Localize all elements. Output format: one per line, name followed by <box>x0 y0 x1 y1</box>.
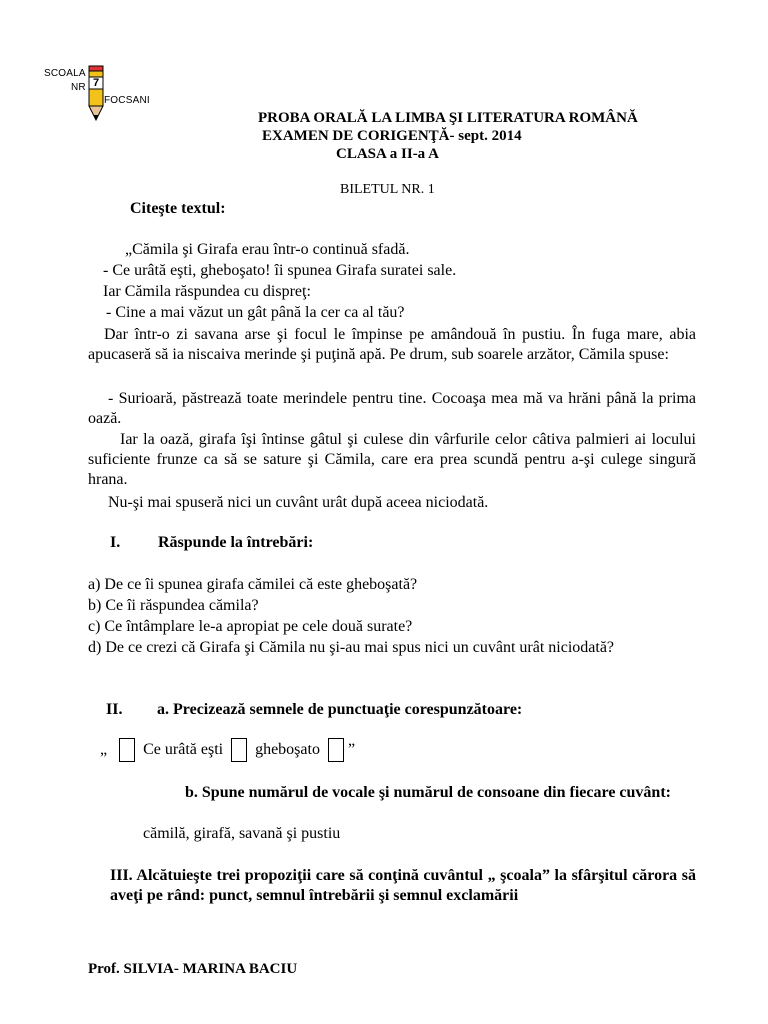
class-label: CLASA a II-a A <box>336 146 439 162</box>
word-list: cămilă, girafă, savană şi pustiu <box>143 825 341 842</box>
story-ending: Nu-şi mai spuseră nici un cuvânt urât după aceea niciodată. <box>108 494 489 511</box>
school-logo <box>40 64 152 126</box>
story-paragraph-fire: Dar într-o zi savana arse şi focul le împinse pe amândouă în pustiu. În fuga mare, abia apucaseră să ia niscaiva merinde şi puţină apă. Pe drum, sub soarele arzător, Cămila spuse: <box>88 326 696 363</box>
question-c: c) Ce întâmplare le-a apropiat pe cele două surate? <box>88 618 413 635</box>
story-paragraph-oasis: Iar la oază, girafa îşi întinse gâtul şi culese din vârfurile celor câtiva palmieri ai locului suficiente frunze ca să se sature şi Cămila, care era prea scundă pentru a-şi culege singură hrana. <box>88 431 696 488</box>
punctuation-box-3[interactable] <box>328 738 344 762</box>
logo-digit: 7 <box>93 77 100 89</box>
author-signature: Prof. SILVIA- MARINA BACIU <box>88 961 298 977</box>
section-2-number: II. <box>106 701 123 718</box>
logo-text-city: FOCSANI <box>104 95 150 106</box>
punctuation-box-2[interactable] <box>231 738 247 762</box>
question-a: a) De ce îi spunea girafa cămilei că este gheboşată? <box>88 576 418 593</box>
section-3-task: III. Alcătuieşte trei propoziţii care să conţină cuvântul „ şcoala” la sfârşitul cărora să aveţi pe rând: punct, semnul întrebării şi semnul exclamării <box>110 867 696 904</box>
section-2b-title: b. Spune numărul de vocale şi numărul de consoane din fiecare cuvânt: <box>185 784 671 801</box>
exam-subtitle: EXAMEN DE CORIGENŢĂ- sept. 2014 <box>262 128 522 144</box>
open-quote: „ <box>100 741 108 758</box>
logo-text-nr: NR <box>71 82 86 93</box>
section-1-title: Răspunde la întrebări: <box>158 534 314 551</box>
question-d: d) De ce crezi că Girafa şi Cămila nu şi-au mai spus nici un cuvânt urât niciodată? <box>88 639 615 656</box>
story-paragraph-camel-speech: - Surioară, păstrează toate merindele pentru tine. Cocoaşa mea mă va hrăni până la prima oază. <box>88 390 696 427</box>
exercise-phrase-1: Ce urâtă eşti <box>143 741 224 758</box>
close-quote: ” <box>347 741 356 758</box>
section-2a-title: a. Precizează semnele de punctuaţie corespunzătoare: <box>157 701 523 718</box>
read-heading: Citeşte textul: <box>130 200 226 217</box>
punctuation-box-1[interactable] <box>119 738 135 762</box>
story-line-1: „Cămila şi Girafa erau într-o continuă sfadă. <box>125 241 410 258</box>
exercise-phrase-2: gheboşato <box>255 741 320 758</box>
story-line-3: Iar Cămila răspundea cu dispreţ: <box>103 283 311 300</box>
exam-title: PROBA ORALĂ LA LIMBA ŞI LITERATURA ROMÂNĂ <box>258 110 638 126</box>
logo-text-school: SCOALA <box>44 68 86 79</box>
punctuation-exercise <box>100 737 355 763</box>
story-line-2: - Ce urâtă eşti, gheboşato! îi spunea Girafa suratei sale. <box>103 262 457 279</box>
question-b: b) Ce îi răspundea cămila? <box>88 597 259 614</box>
story-line-4: - Cine a mai văzut un gât până la cer ca al tău? <box>106 304 405 321</box>
section-1-number: I. <box>110 534 121 551</box>
ticket-number: BILETUL NR. 1 <box>340 182 435 197</box>
